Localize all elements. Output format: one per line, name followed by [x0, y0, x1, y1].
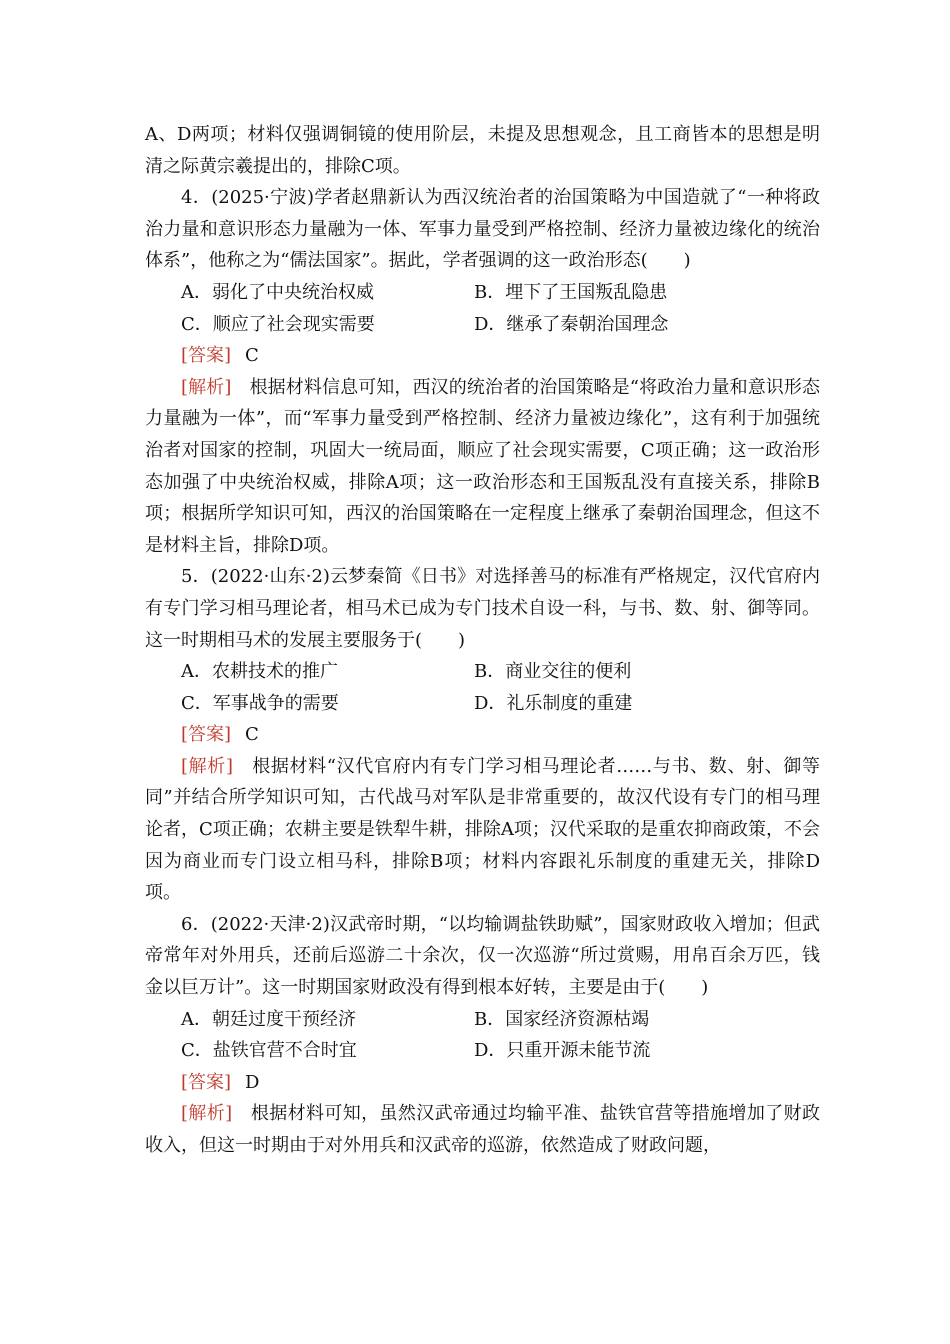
question-5-option-c: C．军事战争的需要	[181, 692, 339, 714]
document-page	[145, 119, 820, 1162]
question-6-stem: 6．(2022·天津·2)汉武帝时期，“以均输调盐铁助赋”，国家财政收入增加；但武帝常年对外用兵，还前后巡游二十余次，仅一次巡游“所过赏赐，用帛百余万匹，钱金以巨万计”。这一时期国家财政没有得到根本好转，主要是由于( )	[145, 913, 820, 999]
analysis-text: 根据材料信息可知，西汉的统治者的治国策略是“将政治力量和意识形态力量融为一体”，而“军事力量受到严格控制、经济力量被边缘化”，这有利于加强统治者对国家的控制，巩固大一统局面，顺应了社会现实需要，C项正确；这一政治形态加强了中央统治权威，排除A项；这一政治形态和王国叛乱没有直接关系，排除B项；根据所学知识可知，西汉的治国策略在一定程度上继承了秦朝治国理念，但这不是材料主旨，排除D项。	[145, 376, 821, 556]
question-4-option-b: B．埋下了王国叛乱隐患	[474, 281, 668, 303]
question-4-options-row-2	[145, 309, 820, 341]
analysis-label: [解析]	[181, 376, 232, 398]
question-4	[145, 182, 820, 561]
question-4-analysis	[145, 372, 820, 562]
analysis-text: 根据材料“汉代官府内有专门学习相马理论者……与书、数、射、御等同”并结合所学知识可知，古代战马对军队是非常重要的，故汉代设有专门的相马理论者，C项正确；农耕主要是铁犁牛耕，排除A项；汉代采取的是重农抑商政策，不会因为商业而专门设立相马科，排除B项；材料内容跟礼乐制度的重建无关，排除D项。	[145, 755, 821, 904]
question-6-option-b: B．国家经济资源枯竭	[474, 1008, 650, 1030]
question-6-option-c: C．盐铁官营不合时宜	[181, 1040, 357, 1062]
question-5-answer	[145, 719, 820, 751]
question-5-option-d: D．礼乐制度的重建	[474, 692, 633, 714]
question-6-answer	[145, 1067, 820, 1099]
question-5-options-row-1	[145, 656, 820, 688]
intro-paragraph: A、D两项；材料仅强调铜镜的使用阶层，未提及思想观念，且工商皆本的思想是明清之际黄宗羲提出的，排除C项。	[145, 124, 820, 177]
question-5-stem: 5．(2022·山东·2)云梦秦简《日书》对选择善马的标准有严格规定，汉代官府内有专门学习相马理论者，相马术已成为专门技术自设一科，与书、数、射、御等同。这一时期相马术的发展主要服务于( )	[145, 566, 820, 651]
answer-label: [答案]	[181, 345, 232, 367]
question-4-options-row-1	[145, 277, 820, 309]
question-6-options-row-1	[145, 1004, 820, 1036]
question-5-options-row-2	[145, 688, 820, 720]
question-6-option-a: A．朝廷过度干预经济	[181, 1008, 356, 1030]
analysis-label: [解析]	[181, 755, 233, 777]
answer-label: [答案]	[181, 1071, 232, 1093]
question-6-options-row-2	[145, 1035, 820, 1067]
question-4-stem: 4．(2025·宁波)学者赵鼎新认为西汉统治者的治国策略为中国造就了“一种将政治力量和意识形态力量融为一体、军事力量受到严格控制、经济力量被边缘化的统治体系”，他称之为“儒法国家”。据此，学者强调的这一政治形态( )	[145, 187, 820, 272]
answer-value: D	[245, 1071, 260, 1093]
answer-label: [答案]	[181, 724, 232, 746]
answer-value: C	[245, 724, 259, 746]
question-5-option-b: B．商业交往的便利	[474, 661, 632, 683]
question-4-option-c: C．顺应了社会现实需要	[181, 313, 375, 335]
question-4-answer	[145, 340, 820, 372]
question-4-option-d: D．继承了秦朝治国理念	[474, 313, 669, 335]
question-6-analysis	[145, 1098, 820, 1161]
answer-value: C	[245, 345, 259, 367]
question-4-option-a: A．弱化了中央统治权威	[181, 281, 374, 303]
question-5	[145, 561, 820, 909]
question-6-option-d: D．只重开源未能节流	[474, 1040, 651, 1062]
question-5-option-a: A．农耕技术的推广	[181, 661, 338, 683]
analysis-label: [解析]	[181, 1103, 233, 1125]
question-5-analysis	[145, 751, 820, 909]
analysis-text: 根据材料可知，虽然汉武帝通过均输平准、盐铁官营等措施增加了财政收入，但这一时期由于对外用兵和汉武帝的巡游，依然造成了财政问题，	[145, 1103, 821, 1156]
question-6	[145, 909, 820, 1162]
